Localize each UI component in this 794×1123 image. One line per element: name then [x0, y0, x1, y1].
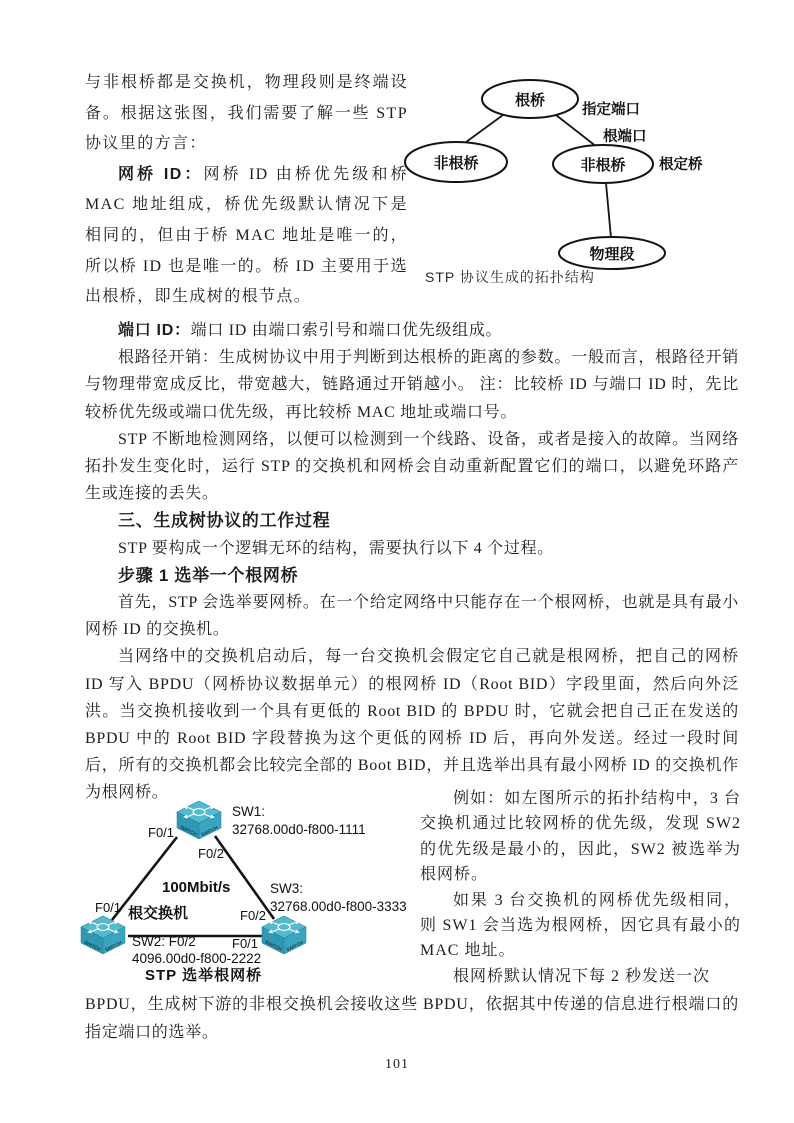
root-port-label: 根端口 [603, 129, 647, 145]
sw2-switch-icon [81, 916, 125, 954]
sw1-switch-icon [177, 801, 221, 839]
sw3-bid-label: 32768.00d0-f800-3333 [270, 899, 407, 914]
intro-paragraph: 与非根桥都是交换机，物理段则是终端设备。根据这张图，我们需要了解一些 STP 协议里的方言： [85, 74, 408, 153]
port-id-paragraph [85, 317, 739, 344]
edge-root-to-left-nonroot [462, 115, 503, 145]
example-column [420, 786, 741, 989]
sw3-port-f02-label: F0/2 [240, 908, 267, 923]
sw3-name-label: SW3: [270, 881, 304, 896]
port-id-term: 端口 ID： [118, 322, 191, 339]
election-figure-caption: STP 选举根网桥 [145, 967, 263, 984]
section-heading: 三、生成树协议的工作过程 [118, 511, 331, 531]
sw2-port-f01-label: F0/1 [95, 900, 122, 915]
root-path-cost-paragraph: 根路径开销：生成树协议中用于判断到达根桥的距离的参数。一般而言，根路径开销与物理带宽成反比，带宽越大，链路通过开销越小。 注：比较桥 ID 与端口 ID 时，先比较桥优先级或端口优先级，再比较桥 MAC 地址或端口号。 [85, 349, 739, 421]
topology-figure-caption: STP 协议生成的拓扑结构 [425, 269, 595, 285]
edge-root-to-right-nonroot [556, 115, 597, 147]
bridge-id-text: 网桥 ID 由桥优先级和桥 MAC 地址组成，桥优先级默认情况下是相同的，但由于桥 MAC 地址是唯一的，所以桥 ID 也是唯一的。桥 ID 主要用于选出根桥，即生成树的根节点。 [85, 165, 408, 306]
main-text [85, 317, 739, 807]
step1-paragraph-1: 首先，STP 会选举要网桥。在一个给定网络中只能存在一个根网桥，也就是具有最小网桥 ID 的交换机。 [85, 594, 739, 639]
root-bridge-election-figure: SWITCH SWITCH SW1: 32768.00d0-f800-1111 F0/1 F0/2 100Mbit/s SW3: 32768.00d0-f800-3333 F0/1 根交换机 F0/2 SW2: F0/2 F0/1 4096.00d0-f800-2222 STP 选举根网桥 [62, 792, 424, 992]
example-paragraph-1: 例如：如左图所示的拓扑结构中，3 台交换机通过比较网桥的优先级，发现 SW2 的优先级是最小的，因此，SW2 被选举为根网桥。 [420, 790, 741, 884]
bridge-id-term: 网桥 ID： [118, 165, 204, 183]
example-paragraph-3: 根网桥默认情况下每 2 秒发送一次 [453, 967, 711, 985]
sw1-bid-label: 32768.00d0-f800-1111 [232, 822, 366, 837]
sw1-name-label: SW1: [232, 804, 266, 819]
designated-port-label: 指定端口 [582, 102, 640, 118]
root-bridge-label: 根桥 [514, 92, 546, 109]
stp-topology-figure [398, 66, 748, 294]
bandwidth-label: 100Mbit/s [162, 879, 231, 896]
segment-label: 物理段 [589, 246, 635, 263]
intro-column [85, 68, 408, 313]
page-number: 101 [385, 1057, 409, 1072]
step1-paragraph-2: 当网络中的交换机启动后，每一台交换机会假定它自己就是根网桥，把自己的网桥 ID 写入 BPDU（网桥协议数据单元）的根网桥 ID（Root BID）字段里面，然后向外泛洪。当交换机接收到一个具有更低的 Root BID 的 BPDU 时，它就会把自己正在发送的 BPDU 中的 Root BID 字段替换为这个更低的网桥 ID 后，再向外发送。经过一段时间后，所有的交换机都会比较完全部的 Boot BID，并且选举出具有最小网桥 ID 的交换机作为根网桥。 [85, 648, 739, 802]
sw2-name-label: SW2: F0/2 [132, 934, 196, 949]
sw1-port-f02-label: F0/2 [198, 846, 225, 861]
step1-heading: 步骤 1 选举一个根网桥 [118, 565, 299, 585]
port-id-text: 端口 ID 由端口索引号和端口优先级组成。 [190, 322, 503, 339]
nonroot-left-label: 非根桥 [433, 155, 479, 172]
designated-bridge-label: 根定桥 [659, 157, 703, 173]
edge-nonroot-to-segment [606, 183, 611, 238]
example-paragraph-2: 如果 3 台交换机的网桥优先级相同，则 SW1 会当选为根网桥，因它具有最小的 MAC 地址。 [420, 891, 741, 960]
stp-detect-paragraph: STP 不断地检测网络，以便可以检测到一个线路、设备，或者是接入的故障。当网络拓扑发生变化时，运行 STP 的交换机和网桥会自动重新配置它们的端口，以避免环路产生或连接的丢失。 [85, 430, 739, 503]
sw1-port-f01-label: F0/1 [148, 825, 175, 840]
section-intro-paragraph: STP 要构成一个逻辑无环的结构，需要执行以下 4 个过程。 [118, 539, 554, 557]
bridge-id-paragraph [85, 160, 408, 313]
sw3-port-f01-label: F0/1 [232, 936, 259, 951]
nonroot-right-label: 非根桥 [580, 157, 626, 174]
sw2-bid-label: 4096.00d0-f800-2222 [132, 951, 262, 966]
root-switch-label: 根交换机 [128, 905, 189, 922]
closing-paragraph: BPDU，生成树下游的非根交换机会接收这些 BPDU，依据其中传递的信息进行根端口的指定端口的选举。 [85, 996, 739, 1041]
sw3-switch-icon [262, 916, 306, 954]
